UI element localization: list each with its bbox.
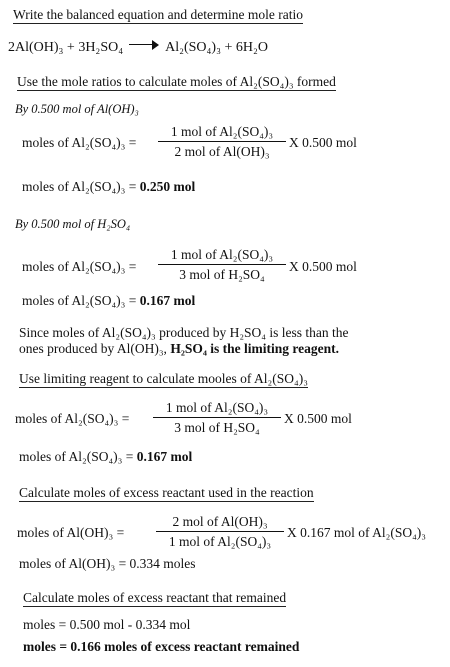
step4-result: moles of Al(OH)₃ = 0.334 moles [19,556,196,571]
case-b-result [22,293,195,309]
conclusion-line-1: Since moles of Al₂(SO₄)₃ produced by H₂SO₄ is less than the [19,325,349,340]
step5-heading: Calculate moles of excess reactant that remained [23,590,287,605]
case-a-fraction [158,124,286,159]
result-value: 0.250 mol [139,179,196,194]
equation-reactants: 2Al(OH)₃ + 3H₂SO₄ [8,40,124,55]
step3-factor: X 0.500 mol [284,411,352,426]
step5-result: moles = 0.166 moles of excess reactant remained [23,639,300,654]
step4-lhs: moles of Al(OH)₃ = [17,525,125,540]
step3-result [19,449,192,465]
case-a-factor: X 0.500 mol [289,135,357,150]
step2-heading: Use the mole ratios to calculate moles of Al₂(SO₄)₃ formed [17,74,336,89]
step3-lhs: moles of Al₂(SO₄)₃ = [15,411,130,426]
fraction-bar [158,264,286,265]
step4-factor: X 0.167 mol of Al₂(SO₄)₃ [287,525,426,540]
case-a-lhs: moles of Al₂(SO₄)₃ = [22,135,137,150]
case-b-lhs: moles of Al₂(SO₄)₃ = [22,259,137,274]
balanced-equation [8,40,268,56]
case-a-label: By 0.500 mol of Al(OH)₃ [15,102,139,116]
fraction-denominator: 3 mol of H₂SO₄ [179,267,265,282]
result-lhs: moles of Al₂(SO₄)₃ = [22,293,140,308]
fraction-denominator: 2 mol of Al(OH)₃ [174,144,270,159]
limiting-reagent-statement: H₂SO₄ is the limiting reagent. [170,341,340,356]
fraction-bar [153,417,281,418]
result-lhs: moles of Al₂(SO₄)₃ = [22,179,140,194]
case-b-factor: X 0.500 mol [289,259,357,274]
case-b-fraction [158,247,286,282]
step3-heading: Use limiting reagent to calculate mooles of Al₂(SO₄)₃ [19,371,308,386]
step4-fraction [156,514,284,549]
fraction-numerator: 2 mol of Al(OH)₃ [172,514,268,529]
case-b-label: By 0.500 mol of H₂SO₄ [15,217,131,231]
equation-products: Al₂(SO₄)₃ + 6H₂O [165,40,268,55]
case-a-result [22,179,195,195]
fraction-bar [158,141,286,142]
result-lhs: moles of Al₂(SO₄)₃ = [19,449,137,464]
fraction-numerator: 1 mol of Al₂(SO₄)₃ [165,400,269,415]
result-value: 0.167 mol [139,293,196,308]
fraction-numerator: 1 mol of Al₂(SO₄)₃ [170,247,274,262]
fraction-numerator: 1 mol of Al₂(SO₄)₃ [170,124,274,139]
fraction-denominator: 3 mol of H₂SO₄ [174,420,260,435]
conclusion-text: ones produced by Al(OH)₃, [19,341,171,356]
step1-heading: Write the balanced equation and determine mole ratio [13,7,303,22]
result-value: 0.167 mol [136,449,193,464]
reaction-arrow-icon [129,40,159,50]
step3-fraction [153,400,281,435]
conclusion-line-2 [19,341,339,357]
fraction-bar [156,531,284,532]
step5-calculation: moles = 0.500 mol - 0.334 mol [23,617,191,632]
fraction-denominator: 1 mol of Al₂(SO₄)₃ [168,534,272,549]
step4-heading: Calculate moles of excess reactant used in the reaction [19,485,314,500]
